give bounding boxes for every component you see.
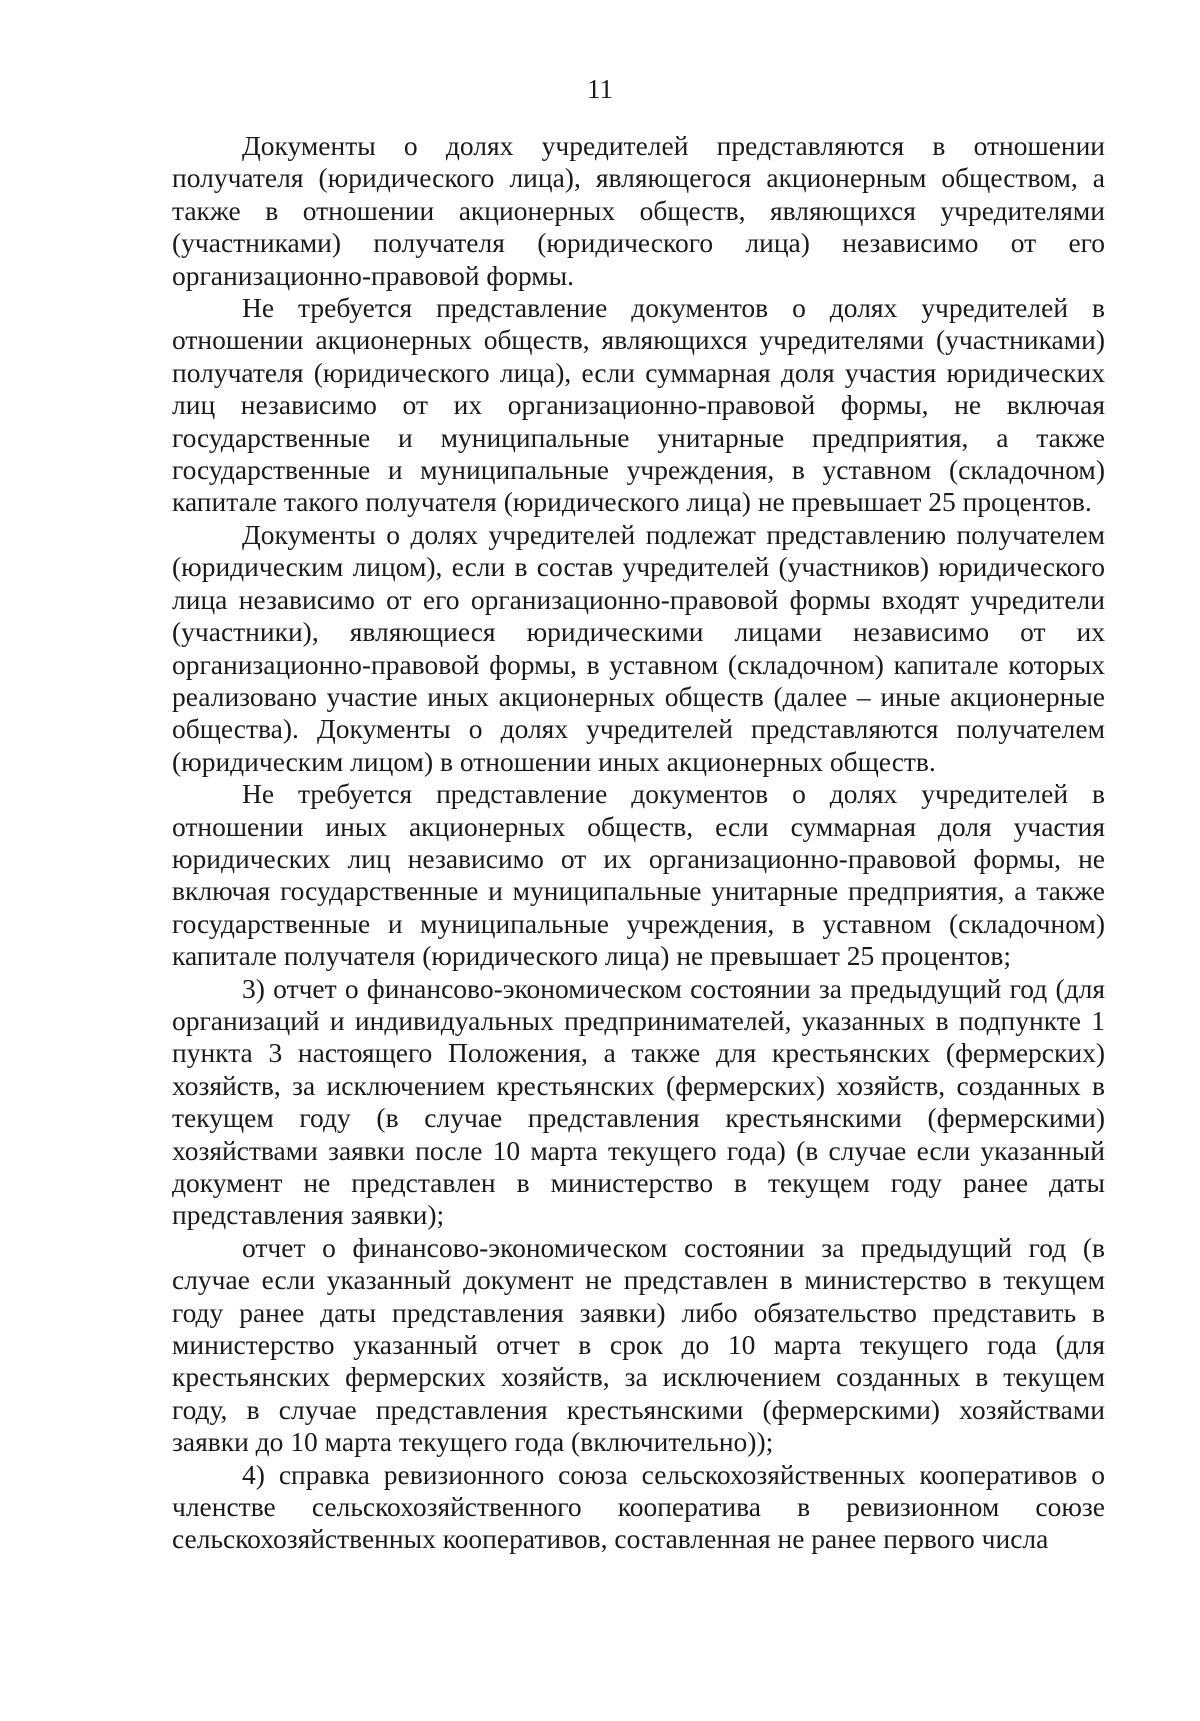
paragraph-financial-report-obligation: отчет о финансово-экономическом состоянии за предыдущий год (в случае если указанный документ не представлен в министерство в текущем году ранее даты представления заявки) либо обязательство представить в министерство указанный отчет в срок до 10 марта текущего года (для крестьянских фермерских хозяйств, за исключением созданных в текущем году, в случае представления крестьянскими (фермерскими) хозяйствами заявки до 10 марта текущего года (включительно)); (172, 1231, 1105, 1458)
paragraph-founders-shares-documents: Документы о долях учредителей представляются в отношении получателя (юридического лица), являющегося акционерным обществом, а также в отношении акционерных обществ, являющихся учредителями (участниками) получателя (юридического лица) независимо от его организационно-правовой формы. (172, 130, 1105, 291)
paragraph-founders-documents-submission: Документы о долях учредителей подлежат представлению получателем (юридическим лицом), если в состав учредителей (участников) юридического лица независимо от его организационно-правовой формы входят учредители (участники), являющиеся юридическими лицами независимо от их организационно-правовой формы, в уставном (складочном) капитале которых реализовано участие иных акционерных обществ (далее – иные акционерные общества). Документы о долях учредителей представляются получателем (юридическим лицом) в отношении иных акционерных обществ. (172, 518, 1105, 777)
document-body (172, 130, 1105, 1556)
paragraph-not-required-joint-stock: Не требуется представление документов о долях учредителей в отношении акционерных обществ, являющихся учредителями (участниками) получателя (юридического лица), если суммарная доля участия юридических лиц независимо от их организационно-правовой формы, не включая государственные и муниципальные унитарные предприятия, а также государственные и муниципальные учреждения, в уставном (складочном) капитале такого получателя (юридического лица) не превышает 25 процентов. (172, 292, 1105, 518)
paragraph-item-4-audit-union-certificate: 4) справка ревизионного союза сельскохозяйственных кооперативов о членстве сельскохозяйственного кооператива в ревизионном союзе сельскохозяйственных кооперативов, составленная не ранее первого числа (172, 1458, 1105, 1555)
paragraph-item-3-financial-report: 3) отчет о финансово-экономическом состоянии за предыдущий год (для организаций и индивидуальных предпринимателей, указанных в подпункте 1 пункта 3 настоящего Положения, а также для крестьянских (фермерских) хозяйств, за исключением крестьянских (фермерских) хозяйств, созданных в текущем году (в случае представления крестьянскими (фермерскими) хозяйствами заявки после 10 марта текущего года) (в случае если указанный документ не представлен в министерство в текущем году ранее даты представления заявки); (172, 972, 1105, 1231)
page-number: 11 (587, 74, 613, 104)
paragraph-not-required-other-joint-stock: Не требуется представление документов о долях учредителей в отношении иных акционерных обществ, если суммарная доля участия юридических лиц независимо от их организационно-правовой формы, не включая государственные и муниципальные унитарные предприятия, а также государственные и муниципальные учреждения, в уставном (складочном) капитале получателя (юридического лица) не превышает 25 процентов; (172, 778, 1105, 972)
